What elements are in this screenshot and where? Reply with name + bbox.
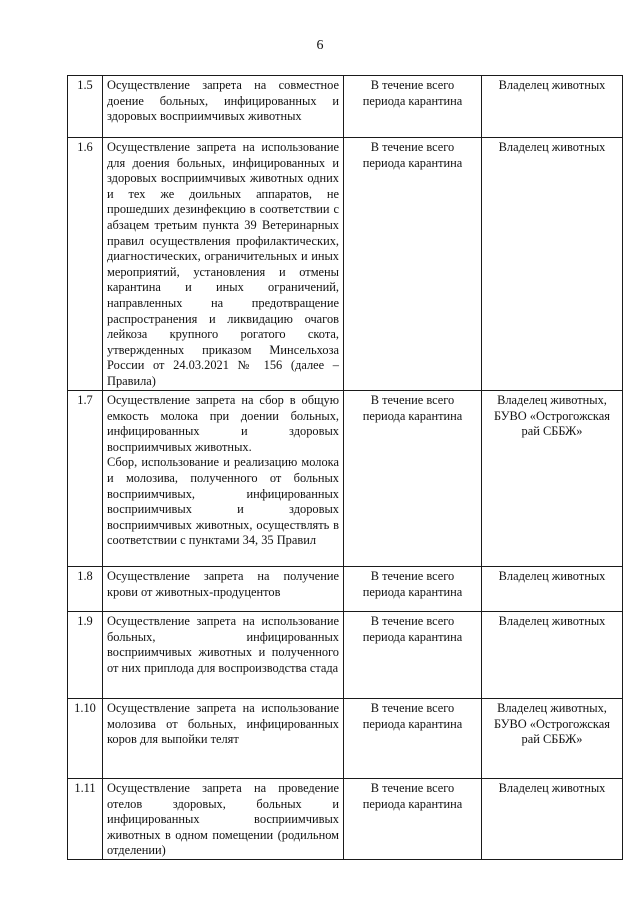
measure-description: [103, 567, 344, 612]
table-row: [68, 567, 623, 612]
row-number: 1.9: [68, 612, 103, 699]
table-row: [68, 612, 623, 699]
row-number: 1.6: [68, 138, 103, 391]
measure-term: В течение всего периода карантина: [344, 779, 482, 860]
table-row: [68, 138, 623, 391]
table-row: [68, 779, 623, 860]
measure-description-paragraph: Сбор, использование и реализацию молока и молозива, полученного от больных восприимчивых, инфицированных восприимчивых и здоровых восприимчивых животных, осуществлять в соответствии с пунктами 34, 35 Правил: [107, 455, 339, 548]
row-number: 1.5: [68, 76, 103, 138]
row-number: 1.11: [68, 779, 103, 860]
measure-term: В течение всего периода карантина: [344, 391, 482, 567]
measure-description-paragraph: Осуществление запрета на сбор в общую емкость молока при доении больных, инфицированных и здоровых восприимчивых животных.: [107, 393, 339, 454]
measure-description: [103, 612, 344, 699]
measure-description-paragraph: Осуществление запрета на получение крови от животных-продуцентов: [107, 569, 339, 599]
measure-term: В течение всего периода карантина: [344, 567, 482, 612]
measure-description: [103, 391, 344, 567]
measure-description-paragraph: Осуществление запрета на использование для доения больных, инфицированных и здоровых восприимчивых животных одних и тех же доильных аппаратов, не прошедших дезинфекцию в соответствии с абзацем третьим пункта 39 Ветеринарных правил осуществления профилактических, диагностических, ограничительных и иных мероприятий, установления и отмены карантина и иных ограничений, направленных на предотвращение распространения и ликвидацию очагов лейкоза крупного рогатого скота, утвержденных приказом Минсельхоза России от 24.03.2021 № 156 (далее – Правила): [107, 140, 339, 388]
measure-term: В течение всего периода карантина: [344, 76, 482, 138]
page-number: 6: [316, 38, 324, 53]
measure-description: [103, 699, 344, 779]
measures-table: [67, 75, 623, 860]
measures-table-body: [68, 76, 623, 860]
measure-responsible: Владелец животных: [482, 567, 623, 612]
measure-responsible: Владелец животных: [482, 612, 623, 699]
measure-description-paragraph: Осуществление запрета на использование больных, инфицированных восприимчивых животных и полученного от них приплода для воспроизводства стада: [107, 614, 339, 675]
table-row: [68, 76, 623, 138]
measure-description-paragraph: Осуществление запрета на проведение отелов здоровых, больных и инфицированных восприимчивых животных в одном помещении (родильном отделении): [107, 781, 339, 858]
table-row: [68, 699, 623, 779]
row-number: 1.8: [68, 567, 103, 612]
measure-responsible: Владелец животных, БУВО «Острогожская рай СББЖ»: [482, 699, 623, 779]
measure-responsible: Владелец животных: [482, 138, 623, 391]
measure-responsible: Владелец животных, БУВО «Острогожская рай СББЖ»: [482, 391, 623, 567]
measure-description-paragraph: Осуществление запрета на совместное доение больных, инфицированных и здоровых восприимчивых животных: [107, 78, 339, 124]
measure-description: [103, 138, 344, 391]
measure-responsible: Владелец животных: [482, 76, 623, 138]
table-row: [68, 391, 623, 567]
measure-term: В течение всего периода карантина: [344, 138, 482, 391]
measure-term: В течение всего периода карантина: [344, 699, 482, 779]
row-number: 1.10: [68, 699, 103, 779]
measure-description-paragraph: Осуществление запрета на использование молозива от больных, инфицированных коров для выпойки телят: [107, 701, 339, 747]
measure-description: [103, 76, 344, 138]
measure-term: В течение всего периода карантина: [344, 612, 482, 699]
measure-responsible: Владелец животных: [482, 779, 623, 860]
measure-description: [103, 779, 344, 860]
row-number: 1.7: [68, 391, 103, 567]
